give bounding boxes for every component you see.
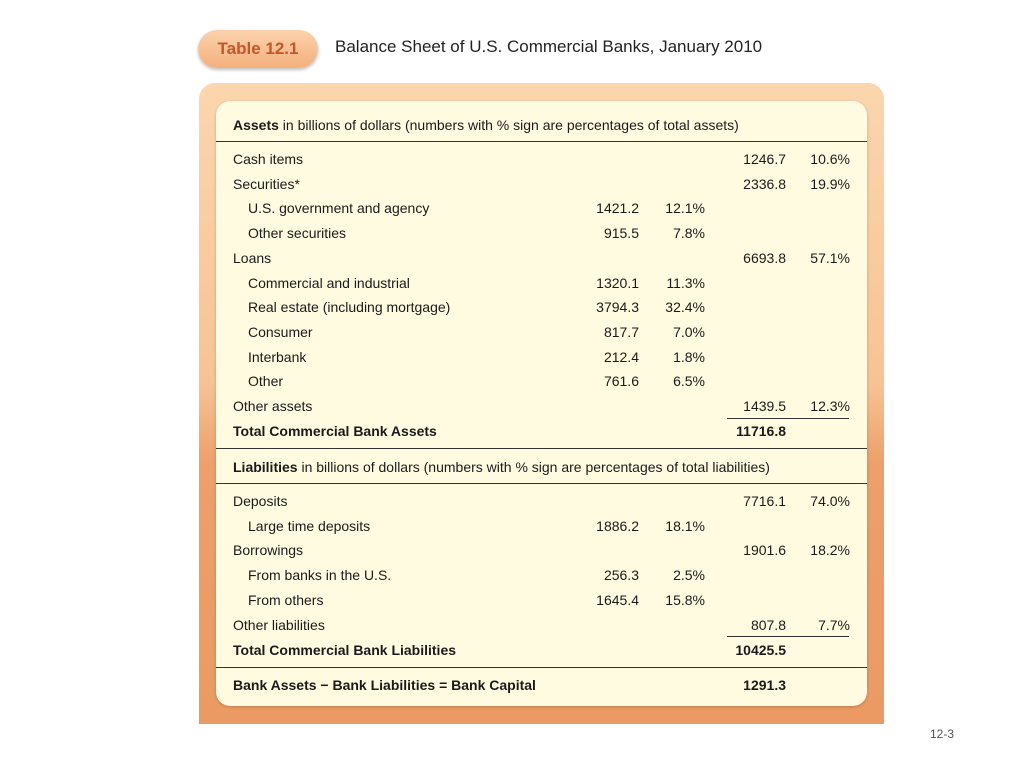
row-percent: 74.0% [810, 493, 850, 509]
row-label: Commercial and industrial [248, 274, 410, 291]
capital-label: Bank Assets − Bank Liabilities = Bank Capital [233, 677, 536, 693]
row-subvalue: 3794.3 [596, 299, 639, 316]
row-value: 1439.5 [743, 398, 786, 414]
table-row [216, 567, 867, 591]
liabilities-header-rule [216, 483, 867, 484]
row-value: 807.8 [750, 616, 786, 633]
table-row [216, 176, 867, 200]
assets-total-label: Total Commercial Bank Assets [233, 423, 437, 439]
row-subvalue: 915.5 [603, 225, 639, 242]
row-label: Deposits [233, 493, 288, 509]
table-row [216, 225, 867, 249]
table-row [216, 324, 867, 348]
liabilities-subtotal-underline [727, 636, 849, 637]
liabilities-header-bold: Liabilities [233, 459, 298, 475]
row-subpercent: 32.4% [665, 299, 705, 316]
row-percent: 57.1% [810, 249, 850, 266]
row-label: Other assets [233, 398, 313, 414]
row-label: Other [248, 373, 284, 390]
row-subpercent: 2.5% [673, 567, 705, 584]
table-row [216, 518, 867, 542]
row-label: Other securities [248, 225, 347, 242]
assets-section-rule [216, 448, 867, 449]
row-label: Real estate (including mortgage) [248, 299, 451, 316]
row-subvalue: 817.7 [603, 323, 639, 340]
row-value: 1246.7 [743, 151, 786, 167]
assets-header-rule [216, 141, 867, 142]
row-subpercent: 1.8% [673, 348, 705, 365]
row-label: From banks in the U.S. [248, 567, 392, 584]
row-label: Consumer [248, 323, 313, 340]
table-row [216, 299, 867, 323]
row-subvalue: 1645.4 [596, 591, 639, 608]
row-percent: 12.3% [810, 398, 850, 414]
row-label: Loans [233, 249, 272, 266]
row-label: From others [248, 591, 324, 608]
row-percent: 7.7% [818, 616, 850, 633]
row-subpercent: 15.8% [665, 591, 705, 608]
assets-total-row [216, 423, 867, 447]
liabilities-section-rule [216, 667, 867, 668]
table-row [216, 200, 867, 224]
row-subvalue: 256.3 [603, 567, 639, 584]
liabilities-total-row [216, 642, 867, 666]
row-label: Interbank [248, 348, 307, 365]
row-label: Large time deposits [248, 517, 371, 534]
row-value: 6693.8 [743, 249, 786, 266]
assets-header-rest: in billions of dollars (numbers with % sign are percentages of total assets) [278, 117, 739, 133]
table-row [216, 592, 867, 616]
row-subvalue: 761.6 [603, 373, 639, 390]
row-percent: 10.6% [810, 151, 850, 167]
row-label: Securities* [233, 175, 300, 192]
liabilities-header-rest: in billions of dollars (numbers with % sign are percentages of total liabilities) [297, 459, 770, 475]
row-subvalue: 1886.2 [596, 517, 639, 534]
row-value: 2336.8 [743, 175, 786, 192]
row-subpercent: 18.1% [665, 517, 705, 534]
table-row [216, 349, 867, 373]
table-row [216, 275, 867, 299]
row-subvalue: 212.4 [603, 348, 639, 365]
table-row [216, 373, 867, 397]
row-subvalue: 1421.2 [596, 200, 639, 217]
page-number: 12-3 [930, 727, 955, 741]
row-subpercent: 12.1% [665, 200, 705, 217]
liabilities-header [233, 459, 770, 475]
row-subpercent: 7.0% [673, 323, 705, 340]
capital-row [216, 677, 867, 701]
table-row [216, 493, 867, 517]
row-value: 7716.1 [743, 493, 786, 509]
assets-total-value: 11716.8 [736, 423, 786, 439]
row-percent: 19.9% [810, 175, 850, 192]
row-subpercent: 11.3% [666, 274, 705, 291]
table-row [216, 151, 867, 175]
row-label: Borrowings [233, 542, 304, 559]
table-row [216, 542, 867, 566]
liabilities-total-value: 10425.5 [735, 642, 786, 658]
row-subpercent: 6.5% [673, 373, 705, 390]
row-label: Cash items [233, 151, 304, 167]
table-row [216, 250, 867, 274]
table-title: Balance Sheet of U.S. Commercial Banks, January 2010 [335, 37, 763, 56]
assets-header [233, 117, 739, 133]
row-subpercent: 7.8% [673, 225, 705, 242]
row-label: U.S. government and agency [248, 200, 430, 217]
liabilities-total-label: Total Commercial Bank Liabilities [233, 642, 457, 658]
table-label-badge: Table 12.1 [198, 30, 318, 68]
row-value: 1901.6 [743, 542, 786, 559]
row-subvalue: 1320.1 [596, 274, 639, 291]
assets-header-bold: Assets [233, 117, 279, 133]
capital-value: 1291.3 [743, 677, 786, 693]
row-percent: 18.2% [810, 542, 850, 559]
assets-subtotal-underline [727, 418, 849, 419]
row-label: Other liabilities [233, 616, 325, 633]
